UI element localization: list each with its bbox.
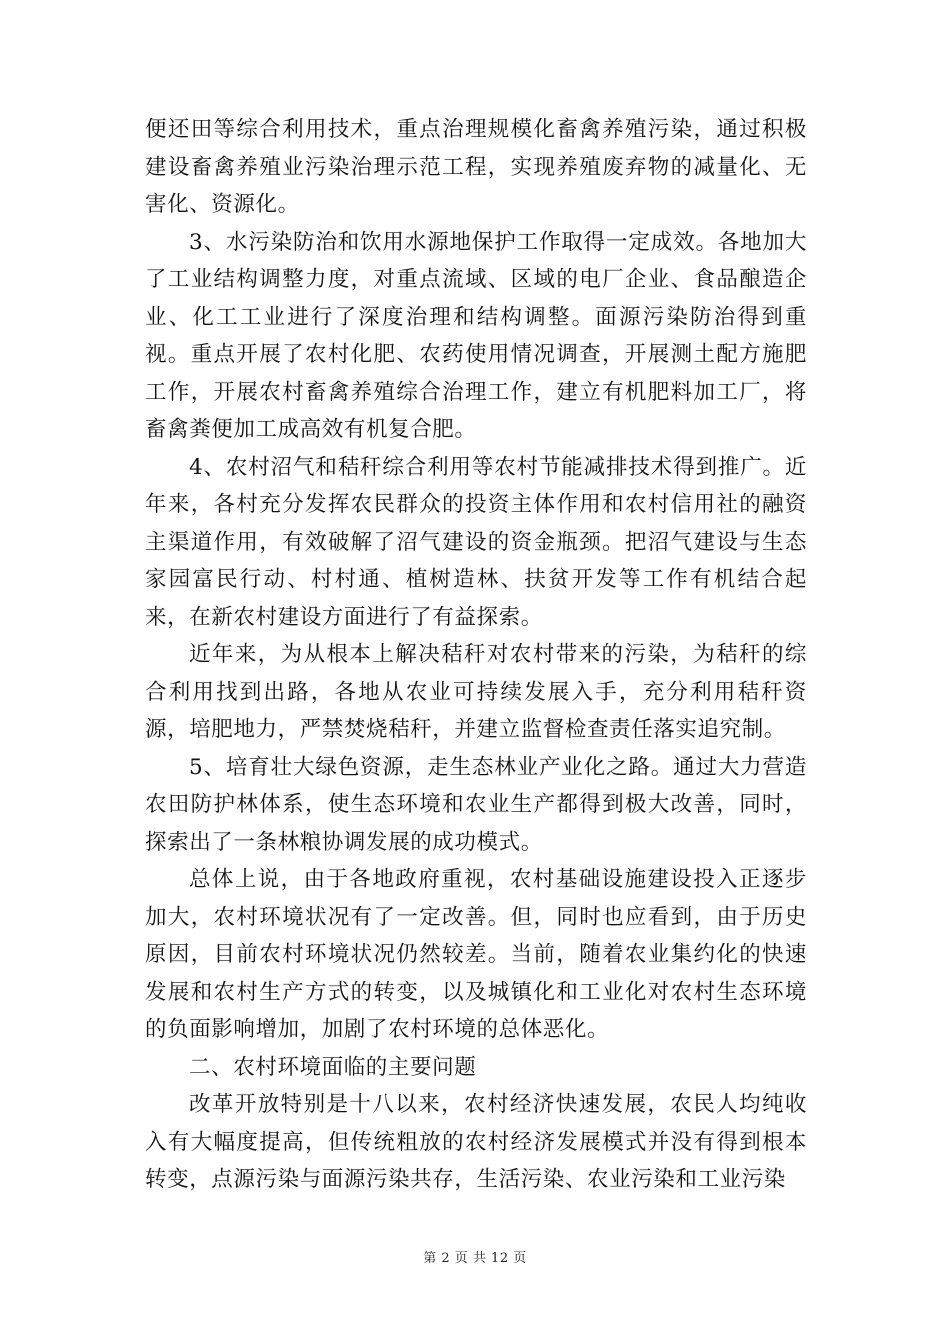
- paragraph-1: 便还田等综合利用技术，重点治理规模化畜禽养殖污染，通过积极建设畜禽养殖业污染治理示范工程，实现养殖废弃物的减量化、无害化、资源化。: [145, 117, 807, 217]
- paragraph-6: 总体上说，由于各地政府重视，农村基础设施建设投入正逐步加大，农村环境状况有了一定改善。但，同时也应看到，由于历史原因，目前农村环境状况仍然较差。当前，随着农业集约化的快速发展和农村生产方式的转变，以及城镇化和工业化对农村生态环境的负面影响增加，加剧了农村环境的总体恶化。: [145, 867, 807, 1042]
- paragraph-8: 改革开放特别是十八以来，农村经济快速发展，农民人均纯收入有大幅度提高，但传统粗放的农村经济发展模式并没有得到根本转变，点源污染与面源污染共存，生活污染、农业污染和工业污染: [145, 1092, 807, 1192]
- paragraph-3: 4、农村沼气和秸秆综合利用等农村节能减排技术得到推广。近年来，各村充分发挥农民群众的投资主体作用和农村信用社的融资主渠道作用，有效破解了沼气建设的资金瓶颈。把沼气建设与生态家园富民行动、村村通、植树造林、扶贫开发等工作有机结合起来，在新农村建设方面进行了有益探索。: [145, 454, 807, 630]
- paragraph-4: 近年来，为从根本上解决秸秆对农村带来的污染，为秸秆的综合利用找到出路，各地从农业可持续发展入手，充分利用秸秆资源，培肥地力，严禁焚烧秸秆，并建立监督检查责任落实追究制。: [145, 642, 807, 742]
- section-heading: 二、农村环境面临的主要问题: [189, 1054, 477, 1080]
- paragraph-2: 3、水污染防治和饮用水源地保护工作取得一定成效。各地加大了工业结构调整力度，对重点流域、区域的电厂企业、食品酿造企业、化工工业进行了深度治理和结构调整。面源污染防治得到重视。重点开展了农村化肥、农药使用情况调查，开展测土配方施肥工作，开展农村畜禽养殖综合治理工作，建立有机肥料加工厂，将畜禽粪便加工成高效有机复合肥。: [145, 229, 807, 442]
- paragraph-5: 5、培育壮大绿色资源，走生态林业产业化之路。通过大力营造农田防护林体系，使生态环境和农业生产都得到极大改善，同时，探索出了一条林粮协调发展的成功模式。: [145, 754, 807, 855]
- page-number-footer: 第 2 页 共 12 页: [423, 1251, 527, 1266]
- document-body: [145, 111, 807, 1199]
